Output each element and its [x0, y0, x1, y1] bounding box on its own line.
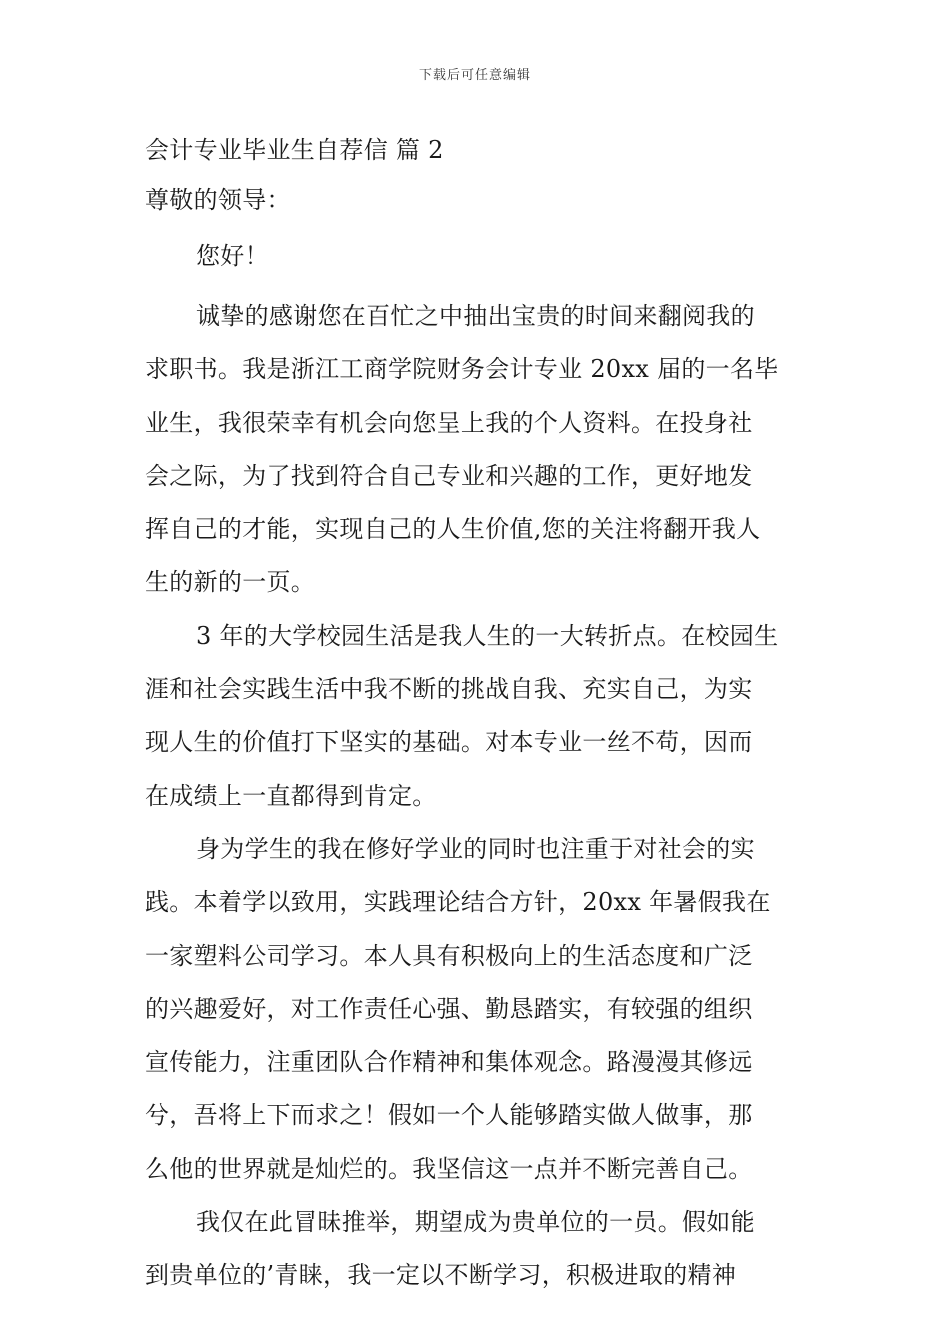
paragraph-intro: [145, 290, 810, 610]
paragraph-line: 身为学生的我在修好学业的同时也注重于对社会的实: [196, 834, 755, 863]
paragraph-line: 现人生的价值打下坚实的基础。对本专业一丝不苟，因而: [145, 728, 753, 757]
paragraph-line: 在成绩上一直都得到肯定。: [145, 781, 437, 810]
paragraph-closing: [145, 1196, 810, 1303]
paragraph-line: 么他的世界就是灿烂的。我坚信这一点并不断完善自己。: [145, 1154, 753, 1183]
paragraph-line: 我仅在此冒昧推举，期望成为贵单位的一员。假如能: [196, 1208, 755, 1237]
paragraph-line: 3 年的大学校园生活是我人生的一大转折点。在校园生: [196, 621, 779, 650]
paragraph-line: 的兴趣爱好，对工作责任心强、勤恳踏实，有较强的组织: [145, 994, 753, 1023]
paragraph-line: 求职书。我是浙江工商学院财务会计专业 20xx 届的一名毕: [145, 355, 779, 384]
paragraph-line: 会之际，为了找到符合自己专业和兴趣的工作，更好地发: [145, 461, 753, 490]
paragraph-line: 兮，吾将上下而求之！假如一个人能够踏实做人做事，那: [145, 1101, 753, 1130]
paragraph-line: 到贵单位的’青睐，我一定以不断学习，积极进取的精神: [145, 1261, 737, 1290]
letter-body: [145, 124, 810, 1303]
paragraph-greeting: [145, 230, 810, 290]
paragraph-line: 一家塑料公司学习。本人具有积极向上的生活态度和广泛: [145, 941, 753, 970]
paragraph-line: 涯和社会实践生活中我不断的挑战自我、充实自己，为实: [145, 675, 753, 704]
paragraph-line: 挥自己的才能，实现自己的人生价值,您的关注将翻开我人: [145, 515, 761, 544]
paragraph-line: 诚挚的感谢您在百忙之中抽出宝贵的时间来翻阅我的: [196, 302, 755, 330]
paragraph-line: 践。本着学以致用，实践理论结合方针，20xx 年暑假我在: [145, 888, 771, 917]
paragraph-line: 业生，我很荣幸有机会向您呈上我的个人资料。在投身社: [145, 408, 753, 437]
header-note: 下载后可任意编辑: [418, 68, 531, 83]
paragraph-line: 您好！: [196, 242, 269, 270]
paragraph-college-life: [145, 610, 810, 823]
salutation: 尊敬的领导：: [145, 186, 291, 214]
paragraph-practice: [145, 823, 810, 1196]
paragraph-line: 生的新的一页。: [145, 568, 316, 597]
paragraph-line: 宣传能力，注重团队合作精神和集体观念。路漫漫其修远: [145, 1048, 753, 1077]
document-title: 会计专业毕业生自荐信 篇 2: [145, 136, 444, 164]
